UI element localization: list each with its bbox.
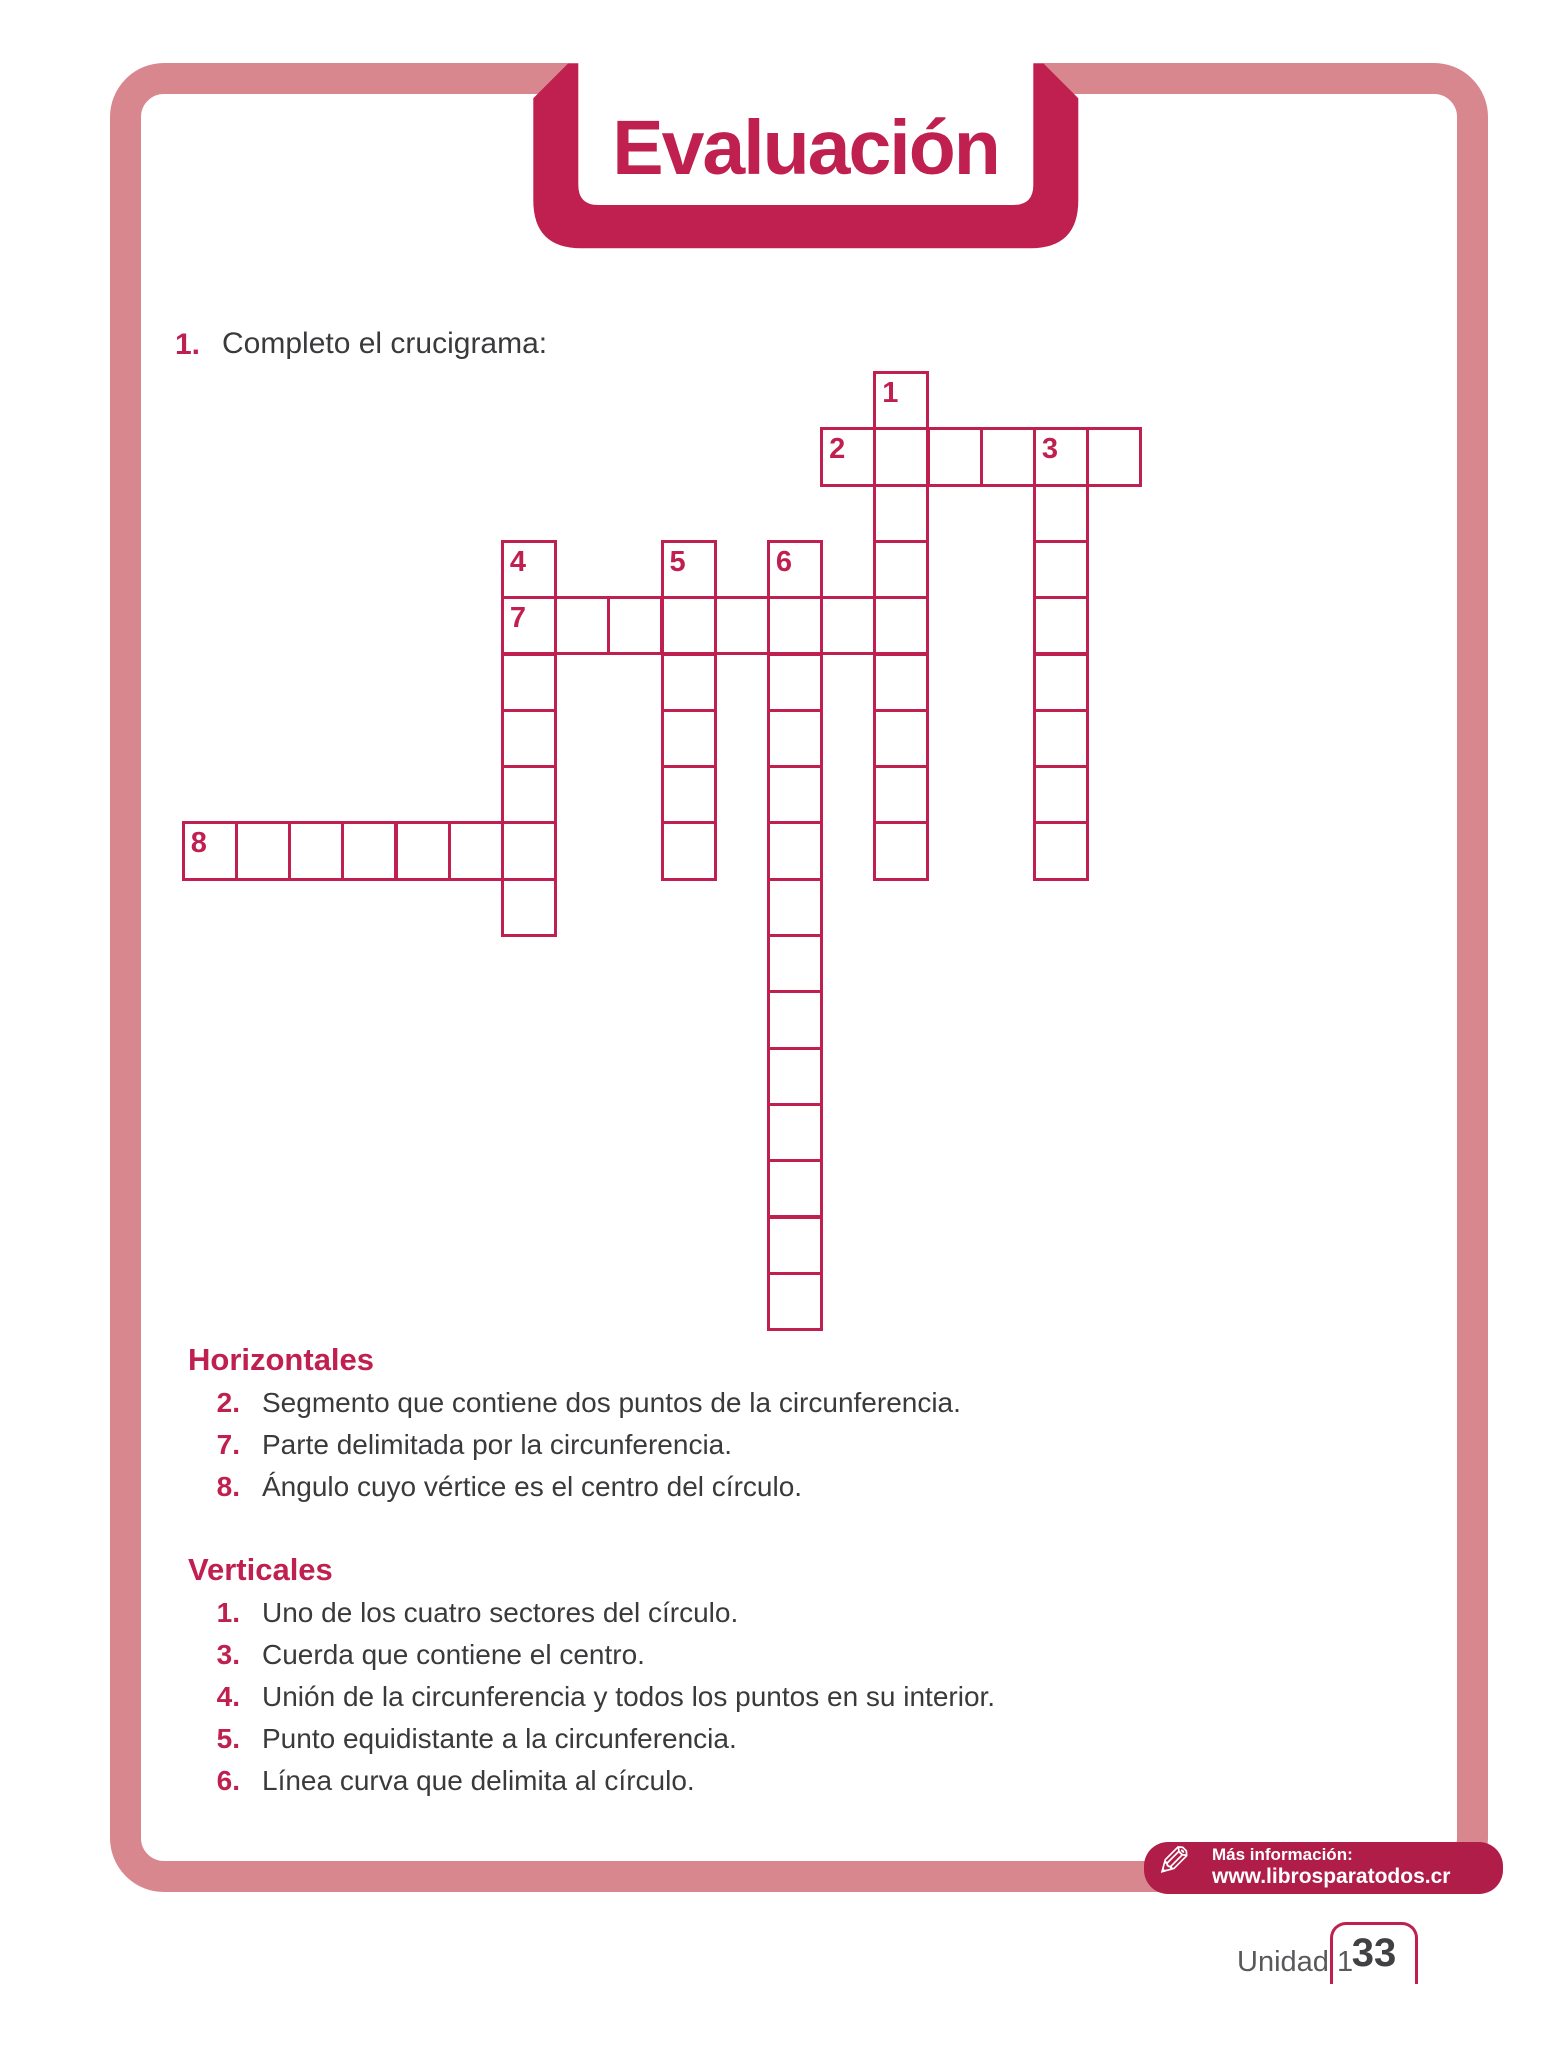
crossword-cell[interactable]: [448, 821, 504, 880]
cell-number: 4: [509, 545, 527, 578]
cell-number: 5: [669, 545, 686, 578]
crossword-cell[interactable]: [873, 709, 929, 768]
crossword-cell[interactable]: [767, 1103, 823, 1162]
clue-text: Cuerda que contiene el centro.: [262, 1639, 645, 1670]
more-info-url[interactable]: www.librosparatodos.cr: [1212, 1865, 1451, 1888]
exercise-prompt: Completo el crucigrama:: [222, 327, 548, 360]
crossword-cell[interactable]: [767, 596, 823, 655]
clue-text: Punto equidistante a la circunferencia.: [262, 1723, 737, 1754]
crossword-cell[interactable]: [767, 765, 823, 824]
pencil-icon: ✎: [1156, 1838, 1192, 1885]
cell-number: 8: [190, 827, 207, 860]
clue-text: Ángulo cuyo vértice es el centro del círculo.: [262, 1471, 803, 1502]
crossword-cell[interactable]: [767, 1047, 823, 1106]
clue-number: 2.: [216, 1387, 240, 1418]
crossword-cell[interactable]: [501, 878, 557, 937]
clue-item: [188, 1382, 1088, 1424]
more-info-label: Más información:: [1212, 1845, 1353, 1864]
crossword-cell[interactable]: [927, 427, 983, 486]
clue-text: Unión de la circunferencia y todos los puntos en su interior.: [262, 1681, 996, 1712]
clue-number: 5.: [216, 1723, 240, 1754]
horizontal-clues-section: [188, 1338, 1088, 1508]
exercise-number: 1.: [175, 328, 201, 361]
cell-number: 1: [882, 377, 899, 409]
clue-number: 3.: [216, 1639, 240, 1670]
crossword-cell[interactable]: [1033, 653, 1089, 712]
page-number-tab: [1330, 1922, 1418, 1984]
clue-text: Parte delimitada por la circunferencia.: [262, 1429, 733, 1460]
crossword-cell[interactable]: [873, 653, 929, 712]
crossword-cell[interactable]: [501, 821, 557, 880]
clue-item: [188, 1760, 1088, 1802]
crossword-cell[interactable]: [661, 821, 717, 880]
clue-item: [188, 1466, 1088, 1508]
clue-item: [188, 1676, 1088, 1718]
clue-number: 6.: [216, 1765, 240, 1796]
crossword-cell[interactable]: [554, 596, 610, 655]
crossword-cell[interactable]: [980, 427, 1036, 486]
crossword-cell[interactable]: [1033, 821, 1089, 880]
crossword-cell[interactable]: [501, 709, 557, 768]
section-heading-horizontales: Horizontales: [188, 1342, 375, 1377]
crossword-cell[interactable]: [767, 990, 823, 1049]
crossword-cell[interactable]: [235, 821, 291, 880]
crossword-cell[interactable]: [714, 596, 770, 655]
crossword-cell[interactable]: [395, 821, 451, 880]
crossword-cell[interactable]: [661, 765, 717, 824]
clue-item: [188, 1424, 1088, 1466]
crossword-cell[interactable]: [341, 821, 397, 880]
crossword-cell[interactable]: [1086, 427, 1142, 486]
crossword-cell[interactable]: [767, 709, 823, 768]
crossword-cell[interactable]: [1033, 765, 1089, 824]
clue-item: [188, 1634, 1088, 1676]
vertical-clues-section: [188, 1548, 1088, 1802]
cell-number: 3: [1041, 433, 1059, 466]
crossword-cell[interactable]: [767, 1159, 823, 1218]
section-heading-verticales: Verticales: [188, 1552, 333, 1587]
crossword-cell[interactable]: [661, 596, 717, 655]
cell-number: 6: [775, 545, 793, 578]
crossword-cell[interactable]: [767, 653, 823, 712]
crossword-cell[interactable]: [873, 765, 929, 824]
crossword-cell[interactable]: [767, 1272, 823, 1331]
crossword-cell[interactable]: [820, 596, 876, 655]
banner-band-mask: [568, 61, 1043, 100]
crossword-cell[interactable]: [873, 484, 929, 543]
page-number: 33: [1351, 1931, 1397, 1975]
crossword-cell[interactable]: [767, 878, 823, 937]
clue-text: Línea curva que delimita al círculo.: [262, 1765, 695, 1796]
clue-item: [188, 1718, 1088, 1760]
clue-number: 4.: [216, 1681, 240, 1712]
clue-number: 7.: [216, 1429, 240, 1460]
crossword-cell[interactable]: [1033, 484, 1089, 543]
crossword-cell[interactable]: [661, 653, 717, 712]
clue-text: Uno de los cuatro sectores del círculo.: [262, 1597, 739, 1628]
crossword-cell[interactable]: [1033, 709, 1089, 768]
crossword-cell[interactable]: [873, 596, 929, 655]
crossword-cell[interactable]: [1033, 540, 1089, 599]
crossword-cell[interactable]: [873, 540, 929, 599]
clue-text: Segmento que contiene dos puntos de la circunferencia.: [262, 1387, 961, 1418]
cell-number: 7: [509, 602, 527, 635]
crossword-cell[interactable]: [873, 427, 929, 486]
clue-number: 8.: [216, 1471, 240, 1502]
crossword-cell[interactable]: [661, 709, 717, 768]
crossword-cell[interactable]: [1033, 596, 1089, 655]
unit-label: Unidad 1: [1237, 1946, 1354, 1978]
page-title: Evaluación: [612, 105, 999, 191]
crossword-cell[interactable]: [767, 821, 823, 880]
crossword-cell[interactable]: [607, 596, 663, 655]
crossword-cell[interactable]: [767, 934, 823, 993]
crossword-cell[interactable]: [873, 821, 929, 880]
cell-number: 2: [829, 433, 846, 466]
clue-item: [188, 1592, 1088, 1634]
crossword-cell[interactable]: [288, 821, 344, 880]
crossword-cell[interactable]: [501, 765, 557, 824]
clue-number: 1.: [216, 1597, 240, 1628]
crossword-cell[interactable]: [501, 653, 557, 712]
crossword-cell[interactable]: [767, 1216, 823, 1275]
